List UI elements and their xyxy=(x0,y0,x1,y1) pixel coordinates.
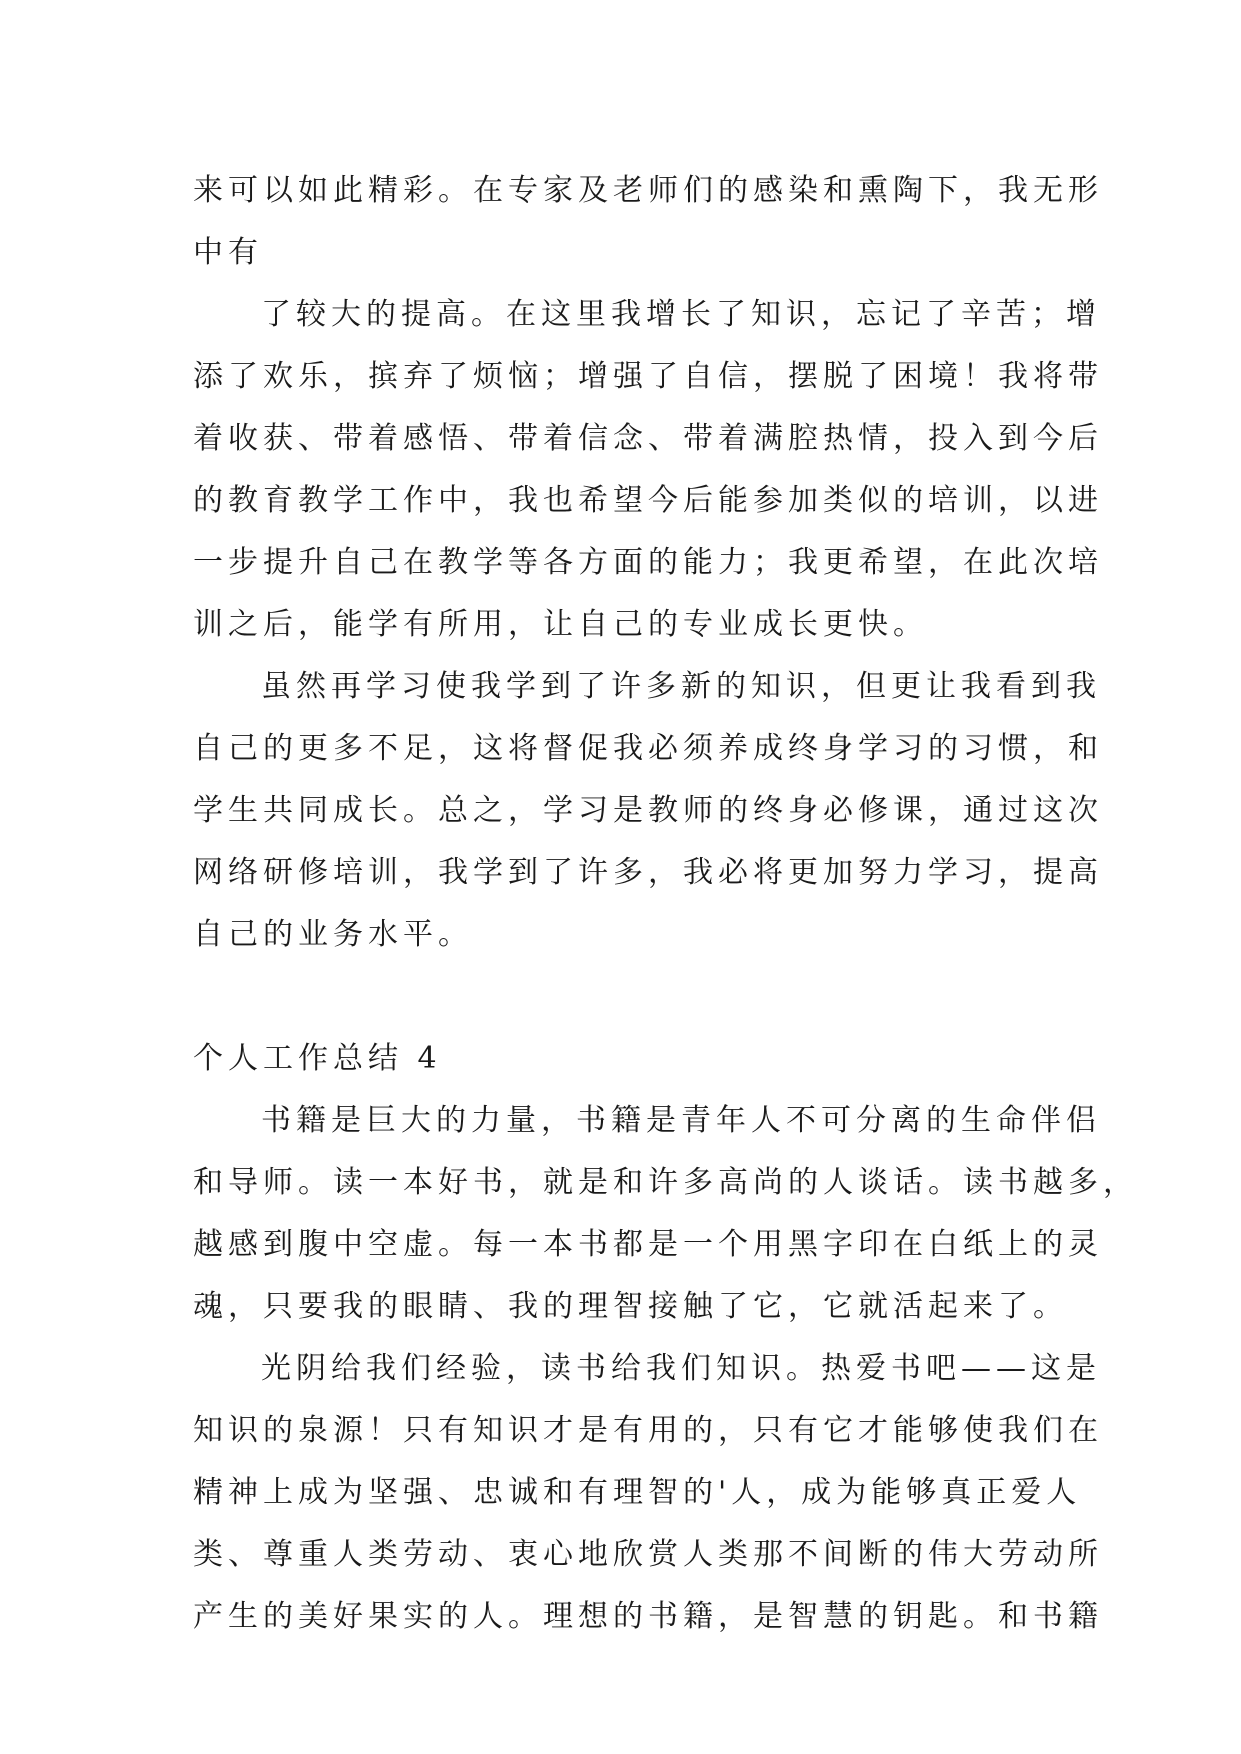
paragraph-continuation-1 xyxy=(193,160,1103,284)
text-line: 产生的美好果实的人。理想的书籍，是智慧的钥匙。和书籍 xyxy=(193,1599,1103,1634)
text-line: 知识的泉源！只有知识才是有用的，只有它才能够使我们在 xyxy=(193,1413,1103,1448)
paragraph-4 xyxy=(193,1090,1138,1338)
text-line: 来可以如此精彩。在专家及老师们的感染和熏陶下，我无形 xyxy=(193,173,1103,208)
document-body xyxy=(193,160,1138,1648)
section-heading: 个人工作总结 4 xyxy=(193,1041,442,1076)
text-line: 网络研修培训，我学到了许多，我必将更加努力学习，提高 xyxy=(193,855,1103,890)
text-line: 中有 xyxy=(193,235,263,270)
text-line: 了较大的提高。在这里我增长了知识，忘记了辛苦；增 xyxy=(261,297,1101,332)
text-line: 一步提升自己在教学等各方面的能力；我更希望，在此次培 xyxy=(193,545,1103,580)
text-line: 书籍是巨大的力量，书籍是青年人不可分离的生命伴侣 xyxy=(261,1103,1101,1138)
blank-line xyxy=(193,966,1053,1028)
text-line: 自己的更多不足，这将督促我必须养成终身学习的习惯，和 xyxy=(193,731,1103,766)
text-line: 学生共同成长。总之，学习是教师的终身必修课，通过这次 xyxy=(193,793,1103,828)
paragraph-5 xyxy=(193,1338,1103,1648)
text-line: 精神上成为坚强、忠诚和有理智的'人，成为能够真正爱人 xyxy=(193,1475,1082,1510)
text-line: 虽然再学习使我学到了许多新的知识，但更让我看到我 xyxy=(261,669,1101,704)
text-line: 自己的业务水平。 xyxy=(193,917,473,952)
text-line: 光阴给我们经验，读书给我们知识。热爱书吧——这是 xyxy=(261,1351,1101,1386)
text-line: 着收获、带着感悟、带着信念、带着满腔热情，投入到今后 xyxy=(193,421,1103,456)
text-line: 的教育教学工作中，我也希望今后能参加类似的培训，以进 xyxy=(193,483,1103,518)
text-line: 越感到腹中空虚。每一本书都是一个用黑字印在白纸上的灵 xyxy=(193,1227,1103,1262)
text-line: 魂，只要我的眼睛、我的理智接触了它，它就活起来了。 xyxy=(193,1289,1068,1324)
text-line: 和导师。读一本好书，就是和许多高尚的人谈话。读书越多， xyxy=(193,1165,1138,1200)
paragraph-3 xyxy=(193,656,1103,966)
text-line: 类、尊重人类劳动、衷心地欣赏人类那不间断的伟大劳动所 xyxy=(193,1537,1103,1572)
text-line: 训之后，能学有所用，让自己的专业成长更快。 xyxy=(193,607,928,642)
paragraph-continuation-2 xyxy=(193,284,1103,656)
text-line: 添了欢乐，摈弃了烦恼；增强了自信，摆脱了困境！我将带 xyxy=(193,359,1103,394)
